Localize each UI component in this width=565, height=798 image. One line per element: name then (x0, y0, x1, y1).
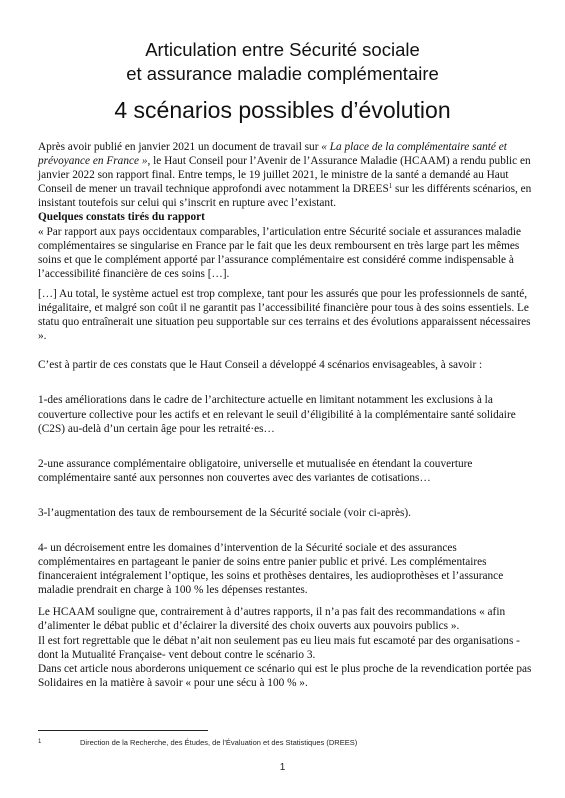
footnote (38, 738, 532, 747)
intro-text-3: sur les différents scénarios, en insistant toutefois sur celui qui s’inscrit en rupture avec l’existant. (38, 183, 532, 210)
intro-paragraph (38, 140, 532, 210)
article-paragraph: Dans cet article nous aborderons uniquement ce scénario qui est le plus proche de la revendication portée pas Solidaires en la matière à savoir « pour une sécu à 100 % ». (38, 662, 532, 689)
section-heading: Quelques constats tirés du rapport (38, 211, 205, 224)
intro-text-2: , le Haut Conseil pour l’Avenir de l’Assurance Maladie (HCAAM) a rendu public en janvier 2022 son rapport final. Entre temps, le 19 juillet 2021, le ministre de la santé a demandé au Haut Conseil de mener un travail technique approfondi avec notamment la DREES (38, 155, 531, 196)
scenario-2: 2-une assurance complémentaire obligatoire, universelle et mutualisée en étendant la couverture complémentaire santé aux personnes non couvertes avec des variantes de cotisations… (38, 457, 473, 484)
document-subtitle: 4 scénarios possibles d’évolution (114, 97, 451, 123)
title-line-1: Articulation entre Sécurité sociale (145, 39, 420, 60)
document-title (0, 38, 565, 86)
footnote-number: 1 (38, 739, 42, 745)
footnote-text: Direction de la Recherche, des Études, de l’Évaluation et des Statistiques (DREES) (80, 738, 358, 747)
constats-paragraph: C’est à partir de ces constats que le Haut Conseil a développé 4 scénarios envisageables, à savoir : (38, 359, 483, 372)
page-number: 1 (279, 762, 286, 773)
quote-paragraph-1: « Par rapport aux pays occidentaux comparables, l’articulation entre Sécurité sociale et assurances maladie complémentaires se singularise en France par le fait que les deux remboursent en très large part les mêmes soins et que le complément apporté par l’assurance complémentaire est considéré comme indispensable à l’accessibilité financière de ces soins […]. (38, 225, 522, 280)
quote-paragraph-2: […] Au total, le système actuel est trop complexe, tant pour les assurés que pour les professionnels de santé, inégalitaire, et malgré son coût il ne garantit pas l’accessibilité financière pour tous à des soins essentiels. Le statu quo entraînerait une situation peu supportable sur ces terrains et des évolutions apparaissent nécessaires ». (38, 287, 531, 343)
scenario-3: 3-l’augmentation des taux de remboursement de la Sécurité sociale (voir ci-après). (38, 506, 411, 519)
scenario-4: 4- un décroisement entre les domaines d’intervention de la Sécurité sociale et des assurances complémentaires en partageant le panier de soins entre panier public et privé. Les complémentaires financeraient intégralement l’optique, les soins et prothèses dentaires, les audioprothèses et l’assurance maladie prendrait en charge à 100 % les dépenses restantes. (38, 541, 504, 597)
intro-emphasis: « La place de la complémentaire santé et prévoyance en France » (38, 141, 507, 168)
hcaam-paragraph: Le HCAAM souligne que, contrairement à d’autres rapports, il n’a pas fait des recommandations « afin d’alimenter le débat public et d’éclairer la diversité des choix ouverts aux pouvoirs publics ». (38, 606, 506, 633)
title-line-2: et assurance maladie complémentaire (126, 63, 439, 84)
regret-paragraph: Il est fort regrettable que le débat n’ait non seulement pas eu lieu mais fut escamoté par des organisations - dont la Mutualité Française- vent debout contre le scénario 3. (38, 634, 520, 661)
footnote-divider (38, 730, 208, 731)
document-body (38, 140, 532, 690)
intro-text-1: Après avoir publié en janvier 2021 un document de travail sur (38, 141, 322, 153)
scenario-1: 1-des améliorations dans le cadre de l’architecture actuelle en limitant notamment les exclusions à la couverture collective pour les actifs et en relevant le seuil d’éligibilité à la complémentaire santé solidaire (C2S) au-delà d’un certain âge pour les retraité·es… (38, 394, 516, 435)
footnote-ref[interactable]: 1 (388, 182, 393, 191)
